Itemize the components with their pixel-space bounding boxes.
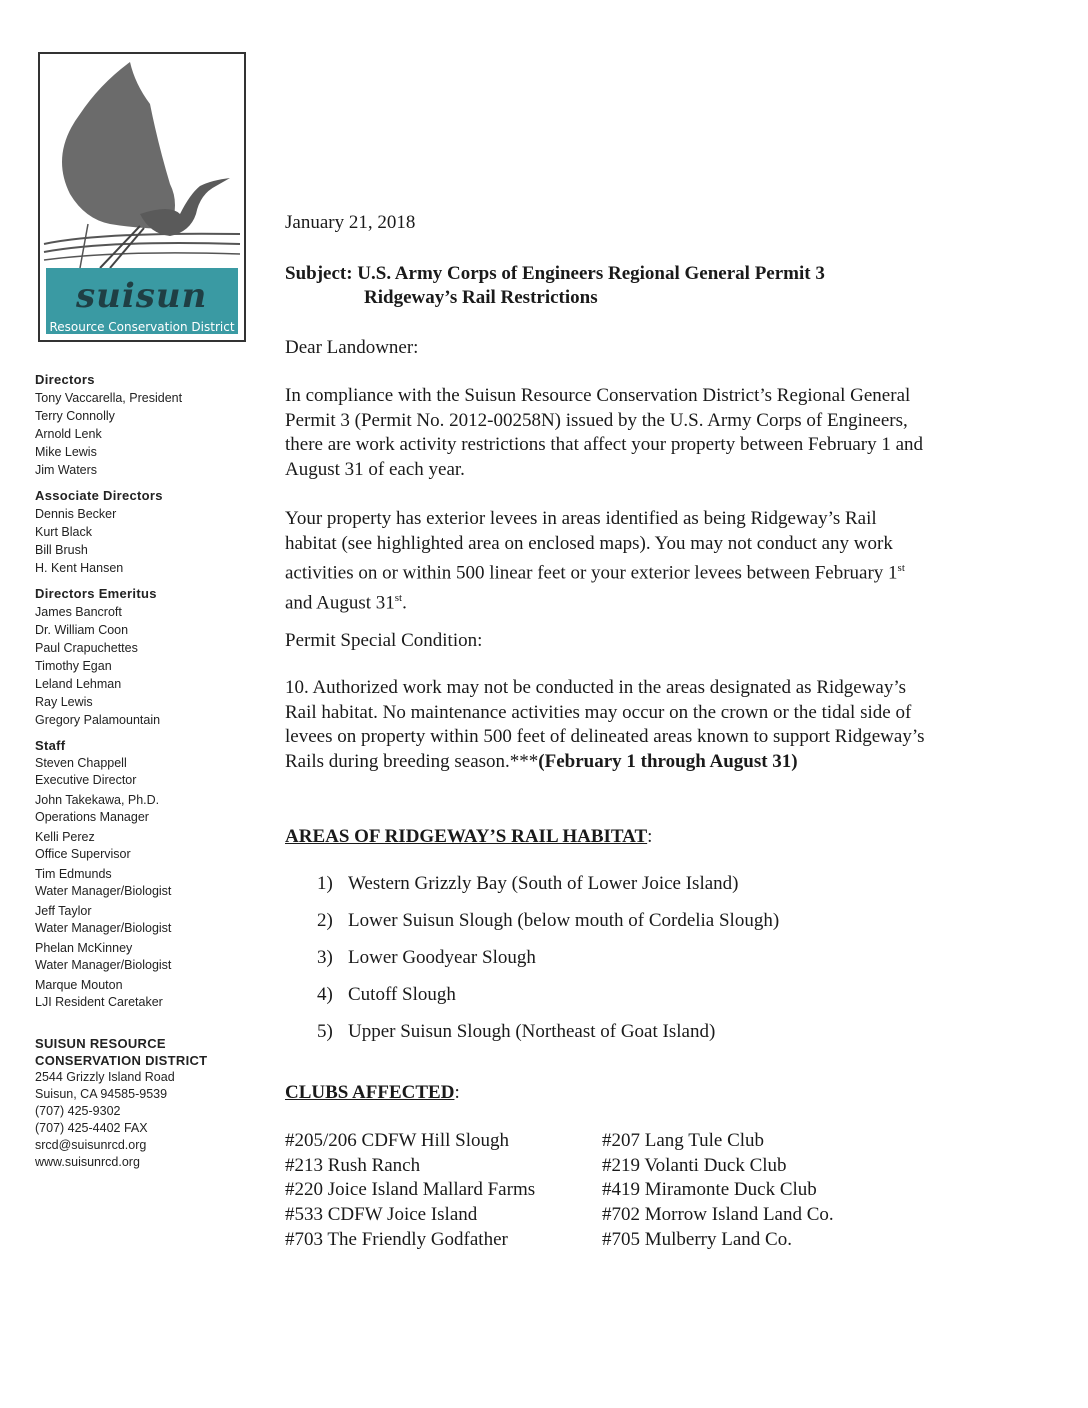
- special-condition-text: [285, 676, 925, 774]
- list-item: [317, 984, 779, 1021]
- directors-title: Directors: [35, 372, 95, 387]
- directors-section: [35, 372, 260, 479]
- club-name: #219 Volanti Duck Club: [602, 1154, 787, 1176]
- office-address2: Suisun, CA 94585-9539: [35, 1087, 168, 1101]
- club-row: [285, 1204, 925, 1229]
- emeritus-name: Dr. William Coon: [35, 623, 129, 637]
- logo-wordmark: suisun: [76, 276, 208, 316]
- staff-role: Water Manager/Biologist: [35, 958, 172, 972]
- staff-name: Kelli Perez: [35, 830, 95, 844]
- emeritus-name: Leland Lehman: [35, 677, 122, 691]
- staff-name: Jeff Taylor: [35, 904, 92, 918]
- area-name: Cutoff Slough: [348, 984, 456, 1005]
- area-name: Lower Suisun Slough (below mouth of Cordelia Slough): [348, 910, 780, 931]
- condition-body: 10. Authorized work may not be conducted in the areas designated as Ridgeway’s Rail habitat. No maintenance activities may occur on the crown or the tidal side of levees on property within 500 feet of delineated areas known to support Ridgeway’s Rails during breeding season.***: [285, 677, 925, 772]
- club-name: #705 Mulberry Land Co.: [602, 1228, 792, 1250]
- office-name-line1: SUISUN RESOURCE: [35, 1036, 166, 1051]
- list-item: [317, 947, 779, 984]
- paragraph-levees-text-c: .: [402, 592, 407, 614]
- clubs-list: [285, 1130, 925, 1253]
- office-email: srcd@suisunrcd.org: [35, 1138, 147, 1152]
- club-row: [285, 1229, 925, 1254]
- club-row: [285, 1179, 925, 1204]
- clubs-heading-colon: :: [454, 1082, 460, 1103]
- paragraph-levees-text-a: Your property has exterior levees in areas identified as being Ridgeway’s Rail habitat (see highlighted area on enclosed maps). You may not conduct any work activities on or within 500 linear feet or your exterior levees between February 1: [285, 508, 898, 584]
- office-phone: (707) 425-9302: [35, 1104, 121, 1118]
- club-name: #419 Miramonte Duck Club: [602, 1179, 817, 1201]
- areas-list: [317, 873, 779, 1058]
- list-number: 5): [317, 1021, 333, 1042]
- list-item: [317, 873, 779, 910]
- club-name: #207 Lang Tule Club: [602, 1130, 765, 1151]
- staff-entry: [35, 977, 260, 1011]
- staff-name: Marque Mouton: [35, 978, 123, 992]
- associate-directors-section: [35, 488, 260, 577]
- list-number: 2): [317, 910, 333, 931]
- director-name: Terry Connolly: [35, 409, 115, 423]
- staff-role: Executive Director: [35, 773, 137, 787]
- staff-name: Steven Chappell: [35, 756, 127, 770]
- list-number: 1): [317, 873, 333, 894]
- area-name: Lower Goodyear Slough: [348, 947, 536, 968]
- directors-emeritus-section: [35, 586, 260, 729]
- emeritus-name: Timothy Egan: [35, 659, 112, 673]
- office-fax: (707) 425-4402 FAX: [35, 1121, 148, 1135]
- staff-entry: [35, 903, 260, 937]
- staff-entry: [35, 755, 260, 789]
- office-name-line2: CONSERVATION DISTRICT: [35, 1053, 208, 1068]
- district-logo: [38, 52, 246, 342]
- club-name: #213 Rush Ranch: [285, 1154, 421, 1176]
- list-number: 3): [317, 947, 333, 968]
- emeritus-name: Paul Crapuchettes: [35, 641, 138, 655]
- list-item: [317, 1021, 779, 1058]
- office-address1: 2544 Grizzly Island Road: [35, 1070, 175, 1084]
- staff-role: LJI Resident Caretaker: [35, 995, 163, 1009]
- ordinal-suffix: st: [394, 591, 403, 604]
- staff-section: [35, 738, 260, 1011]
- condition-dates: (February 1 through August 31): [538, 750, 798, 772]
- staff-name: Tim Edmunds: [35, 867, 112, 881]
- letterhead-sidebar: [35, 372, 260, 1171]
- office-website: www.suisunrcd.org: [35, 1155, 140, 1169]
- emeritus-name: Gregory Palamountain: [35, 713, 161, 727]
- staff-role: Water Manager/Biologist: [35, 884, 172, 898]
- club-name: #205/206 CDFW Hill Slough: [285, 1130, 509, 1151]
- staff-role: Operations Manager: [35, 810, 149, 824]
- staff-entry: [35, 829, 260, 863]
- staff-title: Staff: [35, 738, 66, 753]
- logo-caption: Resource Conservation District: [49, 320, 235, 334]
- ordinal-suffix: st: [897, 562, 905, 574]
- areas-heading: [285, 826, 652, 848]
- associate-director-name: H. Kent Hansen: [35, 561, 124, 575]
- clubs-heading: [285, 1082, 460, 1104]
- club-name: #533 CDFW Joice Island: [285, 1204, 478, 1226]
- associate-director-name: Kurt Black: [35, 525, 92, 539]
- staff-role: Office Supervisor: [35, 847, 131, 861]
- staff-name: Phelan McKinney: [35, 941, 133, 955]
- letter-subject: [285, 262, 825, 310]
- subject-line2: Ridgeway’s Rail Restrictions: [364, 287, 598, 308]
- letter-date: January 21, 2018: [285, 212, 416, 233]
- paragraph-levees-text-b: and August 31: [285, 592, 395, 614]
- director-name: Arnold Lenk: [35, 427, 102, 441]
- director-name: Tony Vaccarella, President: [35, 391, 183, 405]
- club-row: [285, 1155, 925, 1180]
- area-name: Upper Suisun Slough (Northeast of Goat Island): [348, 1021, 716, 1042]
- staff-entry: [35, 866, 260, 900]
- paragraph-compliance: In compliance with the Suisun Resource Conservation District’s Regional General Permit 3 (Permit No. 2012-00258N) issued by the U.S. Army Corps of Engineers, there are work activity restrictions that affect your property between February 1 and August 31 of each year.: [285, 385, 924, 480]
- club-name: #703 The Friendly Godfather: [285, 1228, 508, 1250]
- associate-director-name: Dennis Becker: [35, 507, 117, 521]
- office-contact: [35, 1035, 260, 1171]
- areas-heading-colon: :: [647, 826, 653, 847]
- areas-heading-text: AREAS OF RIDGEWAY’S RAIL HABITAT: [285, 826, 648, 847]
- staff-entry: [35, 792, 260, 826]
- associate-director-name: Bill Brush: [35, 543, 88, 557]
- staff-role: Water Manager/Biologist: [35, 921, 172, 935]
- special-condition-label: Permit Special Condition:: [285, 630, 483, 651]
- list-number: 4): [317, 984, 333, 1005]
- club-name: #220 Joice Island Mallard Farms: [285, 1179, 536, 1201]
- clubs-heading-text: CLUBS AFFECTED: [285, 1082, 455, 1103]
- area-name: Western Grizzly Bay (South of Lower Joice Island): [348, 873, 739, 894]
- emeritus-name: Ray Lewis: [35, 695, 93, 709]
- director-name: Mike Lewis: [35, 445, 97, 459]
- staff-entry: [35, 940, 260, 974]
- paragraph-levees: [285, 507, 925, 616]
- directors-emeritus-title: Directors Emeritus: [35, 586, 157, 601]
- emeritus-name: James Bancroft: [35, 605, 122, 619]
- subject-line1: Subject: U.S. Army Corps of Engineers Regional General Permit 3: [285, 263, 825, 284]
- staff-name: John Takekawa, Ph.D.: [35, 793, 160, 807]
- salutation: Dear Landowner:: [285, 337, 419, 358]
- club-row: [285, 1130, 925, 1155]
- director-name: Jim Waters: [35, 463, 98, 477]
- associate-directors-title: Associate Directors: [35, 488, 163, 503]
- list-item: [317, 910, 779, 947]
- club-name: #702 Morrow Island Land Co.: [602, 1204, 834, 1226]
